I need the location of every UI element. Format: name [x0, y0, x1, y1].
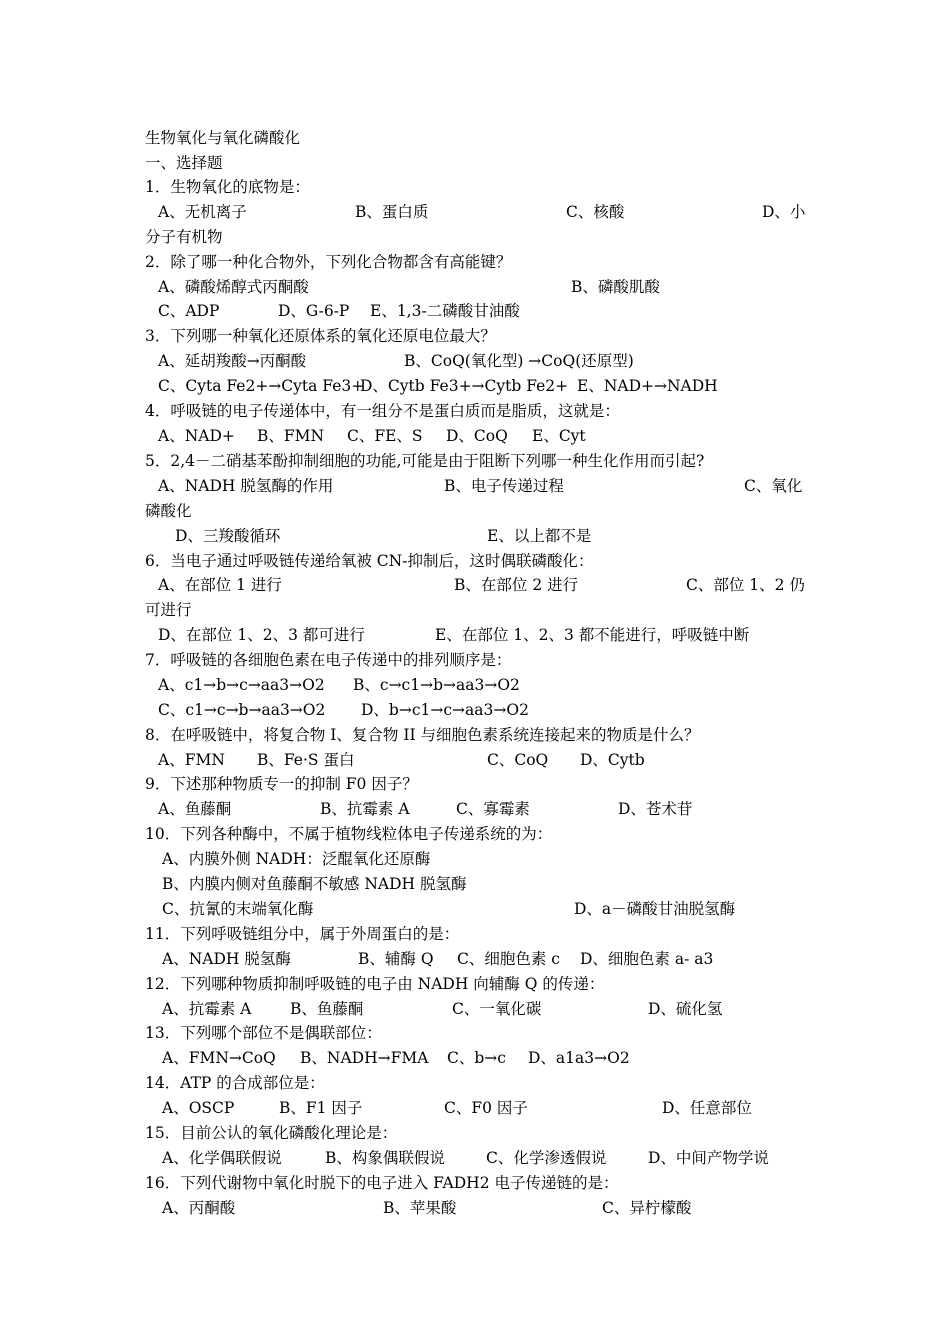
question-7-option-a: A、c1→b→c→aa3→O2: [158, 676, 325, 694]
question-15-option-d: D、中间产物学说: [648, 1149, 769, 1167]
question-13-option-c: C、b→c: [447, 1049, 506, 1067]
question-6-option-e: E、在部位 1、2、3 都不能进行，呼吸链中断: [435, 626, 750, 644]
question-8-option-c: C、CoQ: [487, 751, 549, 769]
question-3-option-a: A、延胡羧酸→丙酮酸: [158, 352, 307, 370]
question-12-option-c: C、一氧化碳: [452, 1000, 542, 1018]
question-8-stem: 8．在呼吸链中，将复合物 I、复合物 II 与细胞色素系统连接起来的物质是什么？: [145, 726, 700, 744]
question-3-stem: 3．下列哪一种氧化还原体系的氧化还原电位最大？: [145, 327, 496, 345]
question-9-option-b: B、抗霉素 A: [320, 800, 410, 818]
document-title: 生物氧化与氧化磷酸化: [145, 129, 301, 147]
question-14-option-a: A、OSCP: [162, 1099, 235, 1117]
question-14-option-c: C、F0 因子: [444, 1099, 528, 1117]
question-4-option-b: B、FMN: [257, 427, 325, 445]
question-11-option-c: C、细胞色素 c: [457, 950, 560, 968]
question-7-stem: 7．呼吸链的各细胞色素在电子传递中的排列顺序是：: [145, 651, 512, 669]
question-5-option-c: C、氧化: [744, 477, 803, 495]
question-4-option-c: C、FE、S: [347, 427, 423, 445]
question-4-option-a: A、NAD+: [158, 427, 235, 445]
question-2-option-a: A、磷酸烯醇式丙酮酸: [158, 278, 309, 296]
question-11-option-d: D、细胞色素 a- a3: [580, 950, 714, 968]
question-7-option-d: D、b→c1→c→aa3→O2: [361, 701, 529, 719]
question-2-option-c: C、ADP: [158, 302, 220, 320]
question-9-option-d: D、苍术苷: [618, 800, 693, 818]
question-11-option-b: B、辅酶 Q: [358, 950, 434, 968]
question-8-option-a: A、FMN: [158, 751, 225, 769]
question-15-stem: 15．目前公认的氧化磷酸化理论是：: [145, 1124, 398, 1142]
question-5-continuation: 磷酸化: [145, 502, 192, 520]
question-1-stem: 1．生物氧化的底物是：: [145, 178, 310, 196]
question-9-option-c: C、寡霉素: [456, 800, 530, 818]
question-2-option-d: D、G-6-P: [278, 302, 350, 320]
question-1-option-a: A、无机离子: [158, 203, 247, 221]
question-10-stem: 10．下列各种酶中，不属于植物线粒体电子传递系统的为：: [145, 825, 553, 843]
question-12-option-d: D、硫化氢: [648, 1000, 723, 1018]
question-10-option-b: B、内膜内侧对鱼藤酮不敏感 NADH 脱氢酶: [162, 875, 467, 893]
section-heading: 一、选择题: [145, 154, 223, 172]
question-4-option-e: E、Cyt: [532, 427, 586, 445]
question-14-option-b: B、F1 因子: [279, 1099, 363, 1117]
question-16-option-a: A、丙酮酸: [162, 1199, 236, 1217]
question-5-option-a: A、NADH 脱氢酶的作用: [158, 477, 334, 495]
question-3-option-e: E、NAD+→NADH: [577, 377, 718, 395]
question-12-option-a: A、抗霉素 A: [162, 1000, 252, 1018]
question-2-stem: 2．除了哪一种化合物外，下列化合物都含有高能键？: [145, 253, 512, 271]
question-5-option-b: B、电子传递过程: [444, 477, 564, 495]
question-9-option-a: A、鱼藤酮: [158, 800, 232, 818]
question-1-option-d: D、小: [762, 203, 806, 221]
question-6-stem: 6．当电子通过呼吸链传递给氧被 CN-抑制后，这时偶联磷酸化：: [145, 552, 594, 570]
question-10-option-c: C、抗氰的末端氧化酶: [162, 900, 314, 918]
question-13-option-b: B、NADH→FMA: [300, 1049, 429, 1067]
question-3-option-b: B、CoQ(氧化型) →CoQ(还原型): [404, 352, 634, 370]
question-1-continuation: 分子有机物: [145, 228, 223, 246]
question-16-option-b: B、苹果酸: [383, 1199, 457, 1217]
question-10-option-d: D、a－磷酸甘油脱氢酶: [574, 900, 736, 918]
question-4-option-d: D、CoQ: [446, 427, 508, 445]
question-1-option-c: C、核酸: [566, 203, 625, 221]
question-11-option-a: A、NADH 脱氢酶: [162, 950, 291, 968]
question-16-stem: 16．下列代谢物中氧化时脱下的电子进入 FADH2 电子传递链的是：: [145, 1174, 619, 1192]
question-9-stem: 9．下述那种物质专一的抑制 F0 因子？: [145, 775, 418, 793]
question-16-option-c: C、异柠檬酸: [602, 1199, 692, 1217]
question-8-option-b: B、Fe·S 蛋白: [257, 751, 355, 769]
question-12-option-b: B、鱼藤酮: [290, 1000, 364, 1018]
question-2-option-e: E、1,3-二磷酸甘油酸: [370, 302, 520, 320]
question-15-option-b: B、构象偶联假说: [325, 1149, 445, 1167]
question-14-stem: 14．ATP 的合成部位是：: [145, 1074, 325, 1092]
question-10-option-a: A、内膜外侧 NADH：泛醌氧化还原酶: [162, 850, 431, 868]
question-7-option-c: C、c1→c→b→aa3→O2: [158, 701, 326, 719]
question-15-option-a: A、化学偶联假说: [162, 1149, 282, 1167]
question-14-option-d: D、任意部位: [662, 1099, 752, 1117]
question-6-continuation: 可进行: [145, 601, 192, 619]
question-15-option-c: C、化学渗透假说: [486, 1149, 607, 1167]
question-13-stem: 13．下列哪个部位不是偶联部位：: [145, 1024, 382, 1042]
question-1-option-b: B、蛋白质: [355, 203, 429, 221]
question-4-stem: 4．呼吸链的电子传递体中，有一组分不是蛋白质而是脂质，这就是：: [145, 402, 620, 420]
question-5-option-d: D、三羧酸循环: [175, 527, 281, 545]
question-5-stem: 5．2,4－二硝基苯酚抑制细胞的功能,可能是由于阻断下列哪一种生化作用而引起?: [145, 452, 705, 470]
question-6-option-c: C、部位 1、2 仍: [686, 576, 805, 594]
question-11-stem: 11．下列呼吸链组分中，属于外周蛋白的是：: [145, 925, 460, 943]
question-6-option-a: A、在部位 1 进行: [158, 576, 282, 594]
question-3-option-c: C、Cyta Fe2+→Cyta Fe3+: [158, 377, 365, 395]
question-6-option-d: D、在部位 1、2、3 都可进行: [158, 626, 365, 644]
question-7-option-b: B、c→c1→b→aa3→O2: [353, 676, 520, 694]
question-8-option-d: D、Cytb: [580, 751, 645, 769]
question-13-option-a: A、FMN→CoQ: [162, 1049, 276, 1067]
question-3-option-d: D、Cytb Fe3+→Cytb Fe2+: [360, 377, 569, 395]
question-12-stem: 12．下列哪种物质抑制呼吸链的电子由 NADH 向辅酶 Q 的传递：: [145, 975, 605, 993]
question-6-option-b: B、在部位 2 进行: [454, 576, 579, 594]
question-5-option-e: E、以上都不是: [487, 527, 592, 545]
question-2-option-b: B、磷酸肌酸: [571, 278, 660, 296]
question-13-option-d: D、a1a3→O2: [528, 1049, 630, 1067]
